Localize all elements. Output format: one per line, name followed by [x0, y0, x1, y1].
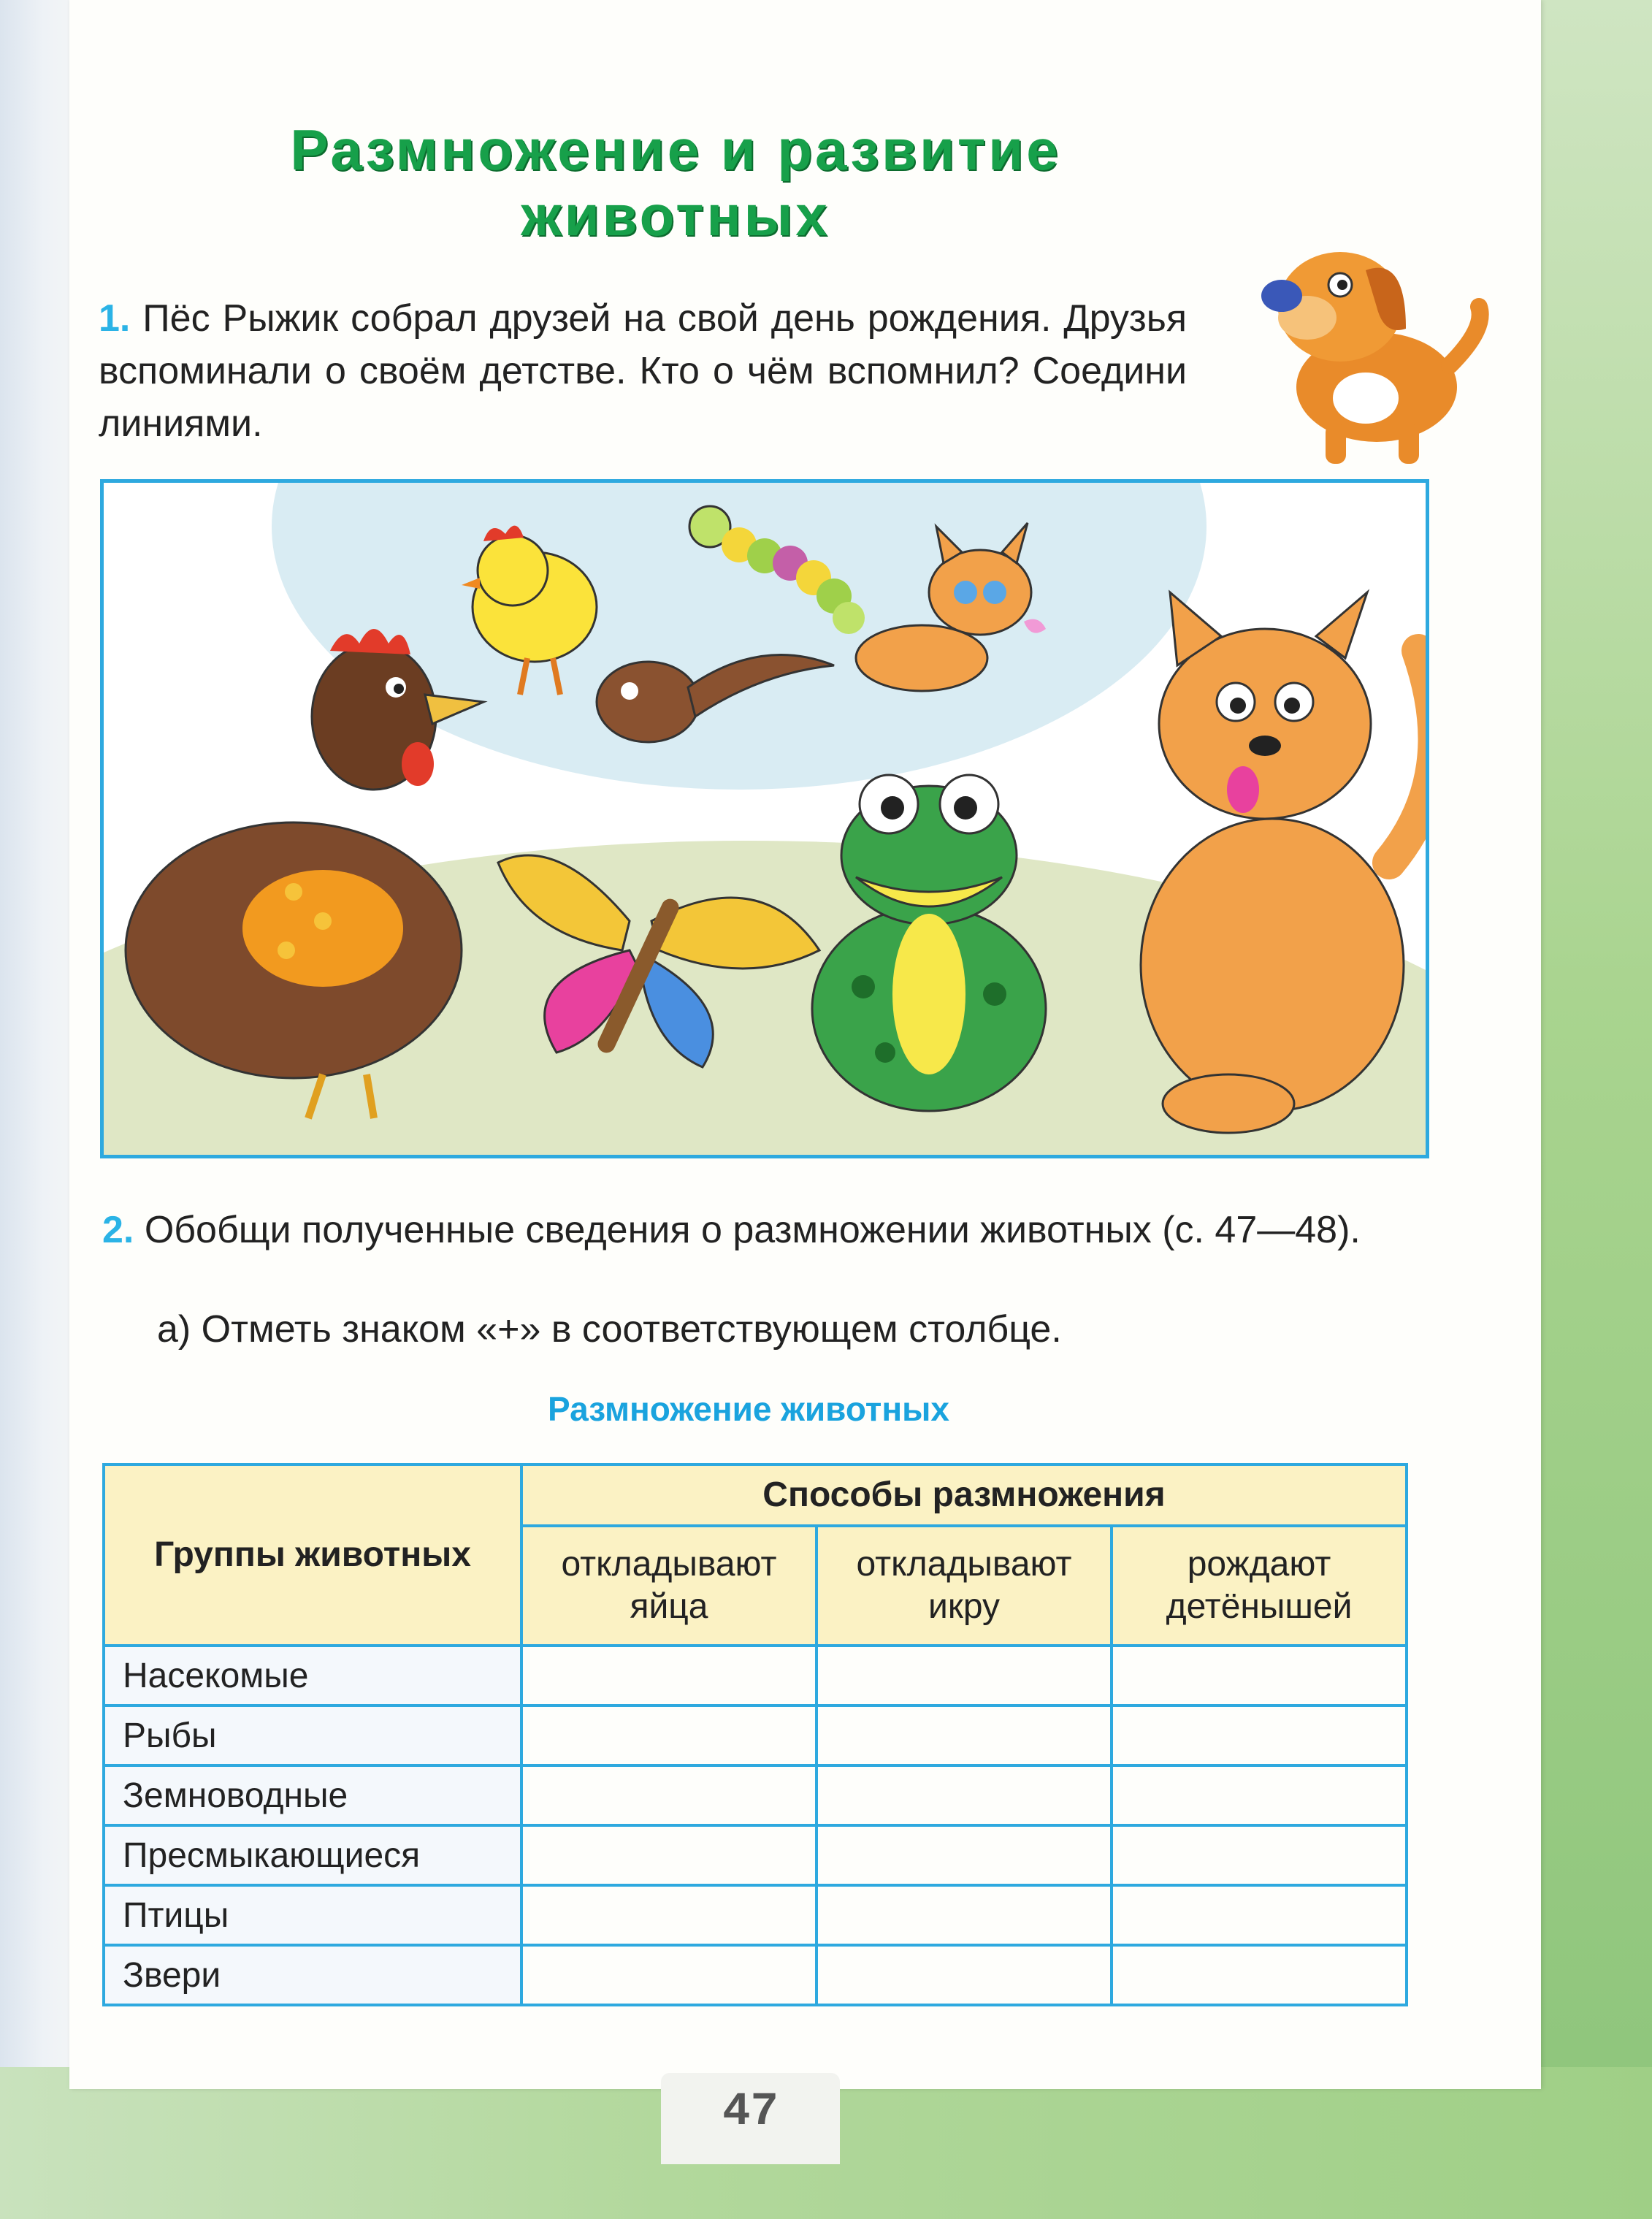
- column-header: откладывают икру: [817, 1526, 1112, 1646]
- table-cell[interactable]: [1112, 1765, 1407, 1825]
- task-1-number: 1.: [99, 297, 131, 340]
- table-cell[interactable]: [1112, 1945, 1407, 2005]
- reproduction-table: [102, 1463, 1408, 2006]
- table-row: [104, 1825, 1407, 1885]
- row-label: Земноводные: [104, 1765, 521, 1825]
- table-cell[interactable]: [521, 1885, 817, 1945]
- table-cell[interactable]: [1112, 1885, 1407, 1945]
- page-number-tab: [661, 2073, 840, 2164]
- table-cell[interactable]: [817, 1825, 1112, 1885]
- table-cell[interactable]: [1112, 1825, 1407, 1885]
- table-row: [104, 1885, 1407, 1945]
- page-title-line2: животных: [521, 183, 830, 248]
- table-cell[interactable]: [817, 1945, 1112, 2005]
- page-number: 47: [722, 2086, 779, 2139]
- table-row: [104, 1765, 1407, 1825]
- table-cell[interactable]: [817, 1765, 1112, 1825]
- table-row: [104, 1706, 1407, 1765]
- task-2-text: Обобщи полученные сведения о размножении животных (с. 47—48).: [144, 1209, 1361, 1251]
- column-header: рождают детёнышей: [1112, 1526, 1407, 1646]
- dog-ryzhik-illustration: [1238, 226, 1501, 475]
- group-header: Группы животных: [104, 1464, 521, 1646]
- table-cell[interactable]: [521, 1706, 817, 1765]
- table-cell[interactable]: [1112, 1706, 1407, 1765]
- task-1: [99, 292, 1187, 450]
- table-cell[interactable]: [521, 1646, 817, 1706]
- table-cell[interactable]: [521, 1765, 817, 1825]
- page-title-line1: Размножение и развитие: [290, 118, 1061, 182]
- column-header: откладывают яйца: [521, 1526, 817, 1646]
- animals-scene: [104, 483, 1426, 1155]
- task-2-number: 2.: [102, 1209, 134, 1251]
- table-row: [104, 1945, 1407, 2005]
- methods-header: Способы размножения: [521, 1464, 1407, 1526]
- task-2: [102, 1204, 1439, 1256]
- table-cell[interactable]: [817, 1885, 1112, 1945]
- row-label: Рыбы: [104, 1706, 521, 1765]
- table-cell[interactable]: [817, 1706, 1112, 1765]
- row-label: Насекомые: [104, 1646, 521, 1706]
- green-background-right: [1534, 0, 1652, 2219]
- table-cell[interactable]: [1112, 1646, 1407, 1706]
- task-2-sub-a: а) Отметь знаком «+» в соответствующем столбце.: [157, 1308, 1062, 1351]
- row-label: Птицы: [104, 1885, 521, 1945]
- row-label: Звери: [104, 1945, 521, 2005]
- row-label: Пресмыкающиеся: [104, 1825, 521, 1885]
- table-row: [104, 1646, 1407, 1706]
- frog-icon: [812, 775, 1046, 1111]
- table-cell[interactable]: [521, 1825, 817, 1885]
- table-cell[interactable]: [817, 1646, 1112, 1706]
- table-title: Размножение животных: [548, 1390, 949, 1428]
- textbook-page: [69, 0, 1541, 2089]
- table-cell[interactable]: [521, 1945, 817, 2005]
- task-1-text: Пёс Рыжик собрал друзей на свой день рождения. Друзья вспоминали о своём детстве. Кто о чём вспомнил? Соедини линиями.: [99, 297, 1187, 445]
- animals-illustration: [100, 479, 1429, 1158]
